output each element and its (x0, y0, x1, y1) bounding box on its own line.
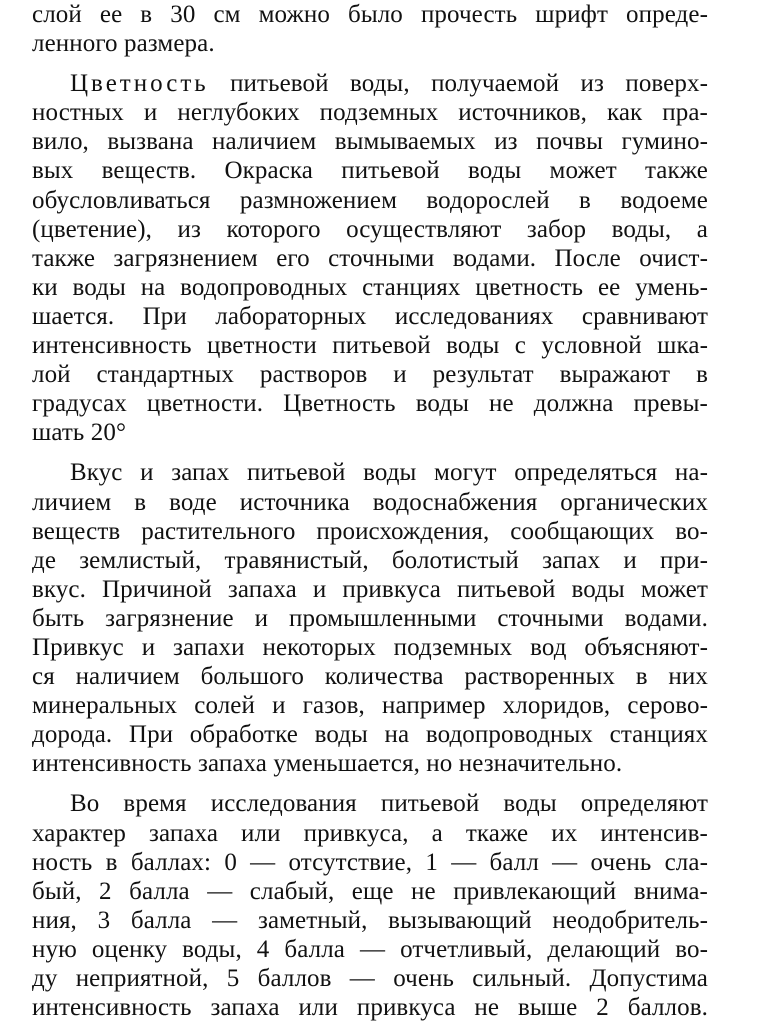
text-line: (цветение), из которого осуществляют забор воды, а (32, 215, 708, 243)
text-line: Вкус и запах питьевой воды могут определяться на- (70, 459, 708, 487)
text-line: Во время исследования питьевой воды определяют (70, 790, 708, 818)
text-line: ную оценку воды, 4 балла — отчетливый, делающий во- (32, 935, 708, 963)
text-line: интенсивность запаха или привкуса не выше 2 баллов. (32, 994, 708, 1022)
text-line: дорода. При обработке воды на водопроводных станциях (32, 721, 708, 749)
text-line: слой ее в 30 см можно было прочесть шрифт опреде- (32, 1, 708, 28)
text-line: характер запаха или привкуса, а ткаже их интенсив- (32, 819, 708, 847)
text-line-rest: питьевой воды, получаемой из поверх- (208, 70, 708, 98)
text-line: также загрязнением его сточными водами. После очист- (32, 244, 708, 272)
text-line: ки воды на водопроводных станциях цветность ее умень- (32, 273, 708, 301)
text-line: ду неприятной, 5 баллов — очень сильный. Допустима (32, 965, 708, 992)
text-line: интенсивность запаха уменьшается, но незначительно. (32, 750, 623, 778)
text-line: вкус. Причиной запаха и привкуса питьевой воды может (32, 575, 708, 603)
text-line: шать 20° (32, 419, 127, 447)
text-line: шается. При лабораторных исследованиях сравнивают (32, 302, 708, 330)
text-line: бый, 2 балла — слабый, еще не привлекающий внима- (32, 877, 708, 905)
text-line: ния, 3 балла — заметный, вызывающий неодобритель- (32, 906, 708, 934)
text-line: ленного размера. (32, 30, 215, 58)
paragraph-taste-smell (32, 458, 708, 778)
text-line: ностных и неглубоких подземных источников, как пра- (32, 99, 708, 127)
paragraph-color (32, 69, 708, 447)
text-line: быть загрязнение и промышленными сточными водами. (32, 604, 708, 632)
term-color: Цветность (70, 70, 209, 98)
text-line: вило, вызвана наличием вымываемых из почвы гумино- (32, 128, 708, 156)
text-line: обусловливаться размножением водорослей в водоеме (32, 186, 708, 214)
text-line: личием в воде источника водоснабжения органических (32, 488, 708, 516)
text-line: ность в баллах: 0 — отсутствие, 1 — балл — очень сла- (32, 848, 708, 876)
text-line (32, 69, 708, 98)
text-line: ся наличием большого количества растворенных в них (32, 663, 708, 691)
document-page (32, 0, 708, 1022)
text-line: интенсивность цветности питьевой воды с условной шка- (32, 332, 708, 360)
paragraph-intensity (32, 789, 708, 1022)
text-line: вых веществ. Окраска питьевой воды может также (32, 157, 708, 185)
paragraph-continuation (32, 0, 708, 58)
text-line: де землистый, травянистый, болотистый запах и при- (32, 546, 708, 574)
text-line: градусах цветности. Цветность воды не должна превы- (32, 390, 708, 418)
text-line: минеральных солей и газов, например хлоридов, серово- (32, 692, 708, 720)
text-line: лой стандартных растворов и результат выражают в (32, 361, 708, 389)
text-line: веществ растительного происхождения, сообщающих во- (32, 517, 708, 545)
text-line: Привкус и запахи некоторых подземных вод объясняют- (32, 633, 708, 661)
